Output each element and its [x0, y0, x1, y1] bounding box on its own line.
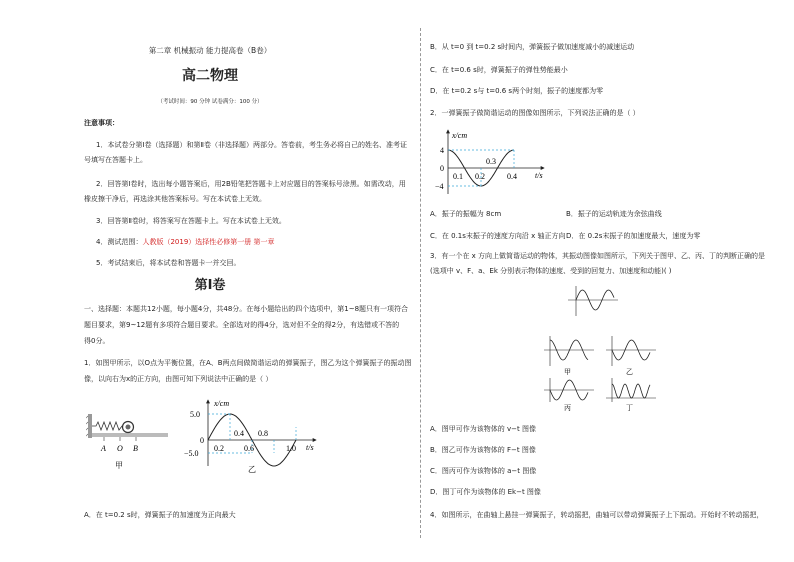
- q3-option-a: A．图甲可作为该物体的 v−t 图像: [430, 425, 536, 433]
- q2-ylabel: x/cm: [452, 131, 468, 140]
- notice-item-4: [96, 237, 275, 247]
- q1-option-a: A．在 t=0.2 s时，弹簧振子的加速度为正向最大: [84, 511, 236, 519]
- q1-xlabel: t/s: [306, 443, 314, 452]
- q1-tick-10: 1.0: [286, 444, 296, 453]
- q1-tick-04: 0.4: [234, 429, 244, 438]
- caption-q3-yi: 乙: [626, 368, 633, 376]
- q2-option-b: B．振子的运动轨迹为余弦曲线: [566, 210, 662, 218]
- q3-graph-ding: [606, 378, 656, 412]
- column-divider: [420, 28, 421, 538]
- notice-item-2-cont: 橡皮擦干净后，再选涂其他答案标号。写在本试卷上无效。: [84, 195, 266, 203]
- label-a: A: [101, 444, 106, 453]
- section-title: 第Ⅰ卷: [194, 278, 226, 293]
- q1-tick-5: 5.0: [190, 410, 200, 419]
- q1-stem-2: 像，以向右为x的正方向，由图可知下列说法中正确的是（ ）: [84, 375, 273, 383]
- q1-option-c: C．在 t=0.6 s时，弹簧振子的弹性势能最小: [430, 66, 568, 74]
- notice-item-3: 3．回答第Ⅱ卷时，将答案写在答题卡上。写在本试卷上无效。: [96, 217, 286, 225]
- q3-option-c: C．图丙可作为该物体的 a−t 图像: [430, 467, 537, 475]
- q4-stem: 4．如图所示，在曲轴上悬挂一弹簧振子，转动摇把，曲轴可以带动弹簧振子上下振动。开始时不转动摇把，: [430, 511, 764, 519]
- notice-item-5: 5．考试结束后，将本试卷和答题卡一并交回。: [96, 259, 241, 267]
- q1-stem-1: 1．如图甲所示，以O点为平衡位置，在A、B两点间做简谐运动的弹簧振子，图乙为这个弹簧振子的振动图: [84, 359, 412, 367]
- q1-option-d: D．在 t=0.2 s与 t=0.6 s两个时刻，振子的速度都为零: [430, 87, 604, 95]
- q2-option-a: A．振子的振幅为 8cm: [430, 210, 502, 218]
- q2-xlabel: t/s: [535, 171, 543, 180]
- wall: [88, 414, 92, 438]
- section-intro-1: 一、选择题：本题共12小题，每小题4分，共48分。在每小题给出的四个选项中，第1~8题只有一项符合: [84, 305, 409, 313]
- ground: [92, 433, 168, 437]
- q1-tick-08: 0.8: [258, 429, 268, 438]
- q2-tick-04: 0.4: [507, 172, 517, 181]
- chapter-heading: 第二章 机械振动 能力提高卷（B卷）: [148, 46, 272, 55]
- q2-figure-graph: [434, 124, 554, 196]
- q2-tick-02: 0.2: [475, 172, 485, 181]
- scope-text: 人教版（2019）选择性必修第一册 第一章: [142, 238, 275, 246]
- exam-info: （考试时间：90 分钟 试卷满分：100 分）: [157, 99, 263, 105]
- q1-option-b: B．从 t=0 到 t=0.2 s时间内，弹簧振子做加速度减小的减速运动: [430, 43, 635, 51]
- q1-figure-graph: [176, 396, 326, 476]
- q1-tick-neg5: −5.0: [184, 449, 199, 458]
- wall-hatching: [86, 416, 88, 438]
- q2-stem: 2．一弹簧振子做简谐运动的图像如图所示，下列说法正确的是（ ）: [430, 109, 640, 117]
- caption-yi: 乙: [248, 465, 256, 474]
- scope-prefix: 4．测试范围：: [96, 238, 143, 246]
- q3-figures: [540, 282, 660, 412]
- section-intro-3: 得0分。: [84, 337, 110, 345]
- q2-tick-neg4: −4: [435, 182, 444, 191]
- q3-graph-jia: [544, 336, 594, 376]
- q1-figure-spring: [86, 398, 176, 472]
- q1-ylabel: x/cm: [214, 399, 230, 408]
- section-intro-2: 题目要求，第9~12题有多项符合题目要求。全部选对的得4分，选对但不全的得2分，有选错或不答的: [84, 321, 400, 329]
- q2-tick-01: 0.1: [453, 172, 463, 181]
- notice-item-1-cont: 号填写在答题卡上。: [84, 156, 147, 164]
- caption-q3-jia: 甲: [564, 368, 571, 376]
- q2-tick-03: 0.3: [486, 157, 496, 166]
- notice-item-2: 2．回答第Ⅰ卷时，选出每小题答案后，用2B铅笔把答题卡上对应题目的答案标号涂黑。如需改动，用: [96, 180, 406, 188]
- caption-q3-ding: 丁: [626, 404, 633, 412]
- label-o: O: [117, 444, 123, 453]
- q1-tick-06: 0.6: [244, 444, 254, 453]
- caption-q3-bing: 丙: [564, 404, 571, 412]
- q3-graph-yi: [606, 336, 656, 376]
- q2-tick-0: 0: [440, 164, 444, 173]
- notice-heading: 注意事项：: [84, 119, 119, 127]
- q2-option-c: C．在 0.1s末振子的速度方向沿 x 轴正方向: [430, 232, 566, 240]
- spring: [92, 422, 124, 430]
- subject-title: 高二物理: [182, 68, 238, 84]
- notice-item-1: 1．本试卷分第Ⅰ卷（选择题）和第Ⅱ卷（非选择题）两部分。答卷前，考生务必将自己的姓名、准考证: [96, 141, 407, 149]
- q3-stem-1: 3．有一个在 x 方向上做简谐运动的物体，其振动图像如图所示，下列关于图甲、乙、丙、丁的判断正确的是: [430, 252, 766, 260]
- label-b: B: [133, 444, 138, 453]
- q2-option-d: D．在 0.2s末振子的加速度最大，速度为零: [566, 232, 701, 240]
- q3-graph-bing: [544, 378, 594, 412]
- q3-option-b: B．图乙可作为该物体的 F−t 图像: [430, 446, 536, 454]
- q1-tick-0: 0: [200, 436, 204, 445]
- q3-main-graph: [568, 286, 618, 316]
- q3-option-d: D．图丁可作为该物体的 Ek−t 图像: [430, 488, 541, 496]
- q3-stem-2: (选项中 v、F、a、Ek 分别表示物体的速度、受到的回复力、加速度和动能)( ): [430, 267, 672, 275]
- q2-tick-4: 4: [440, 146, 444, 155]
- caption-jia: 甲: [115, 461, 123, 470]
- q1-tick-02: 0.2: [214, 444, 224, 453]
